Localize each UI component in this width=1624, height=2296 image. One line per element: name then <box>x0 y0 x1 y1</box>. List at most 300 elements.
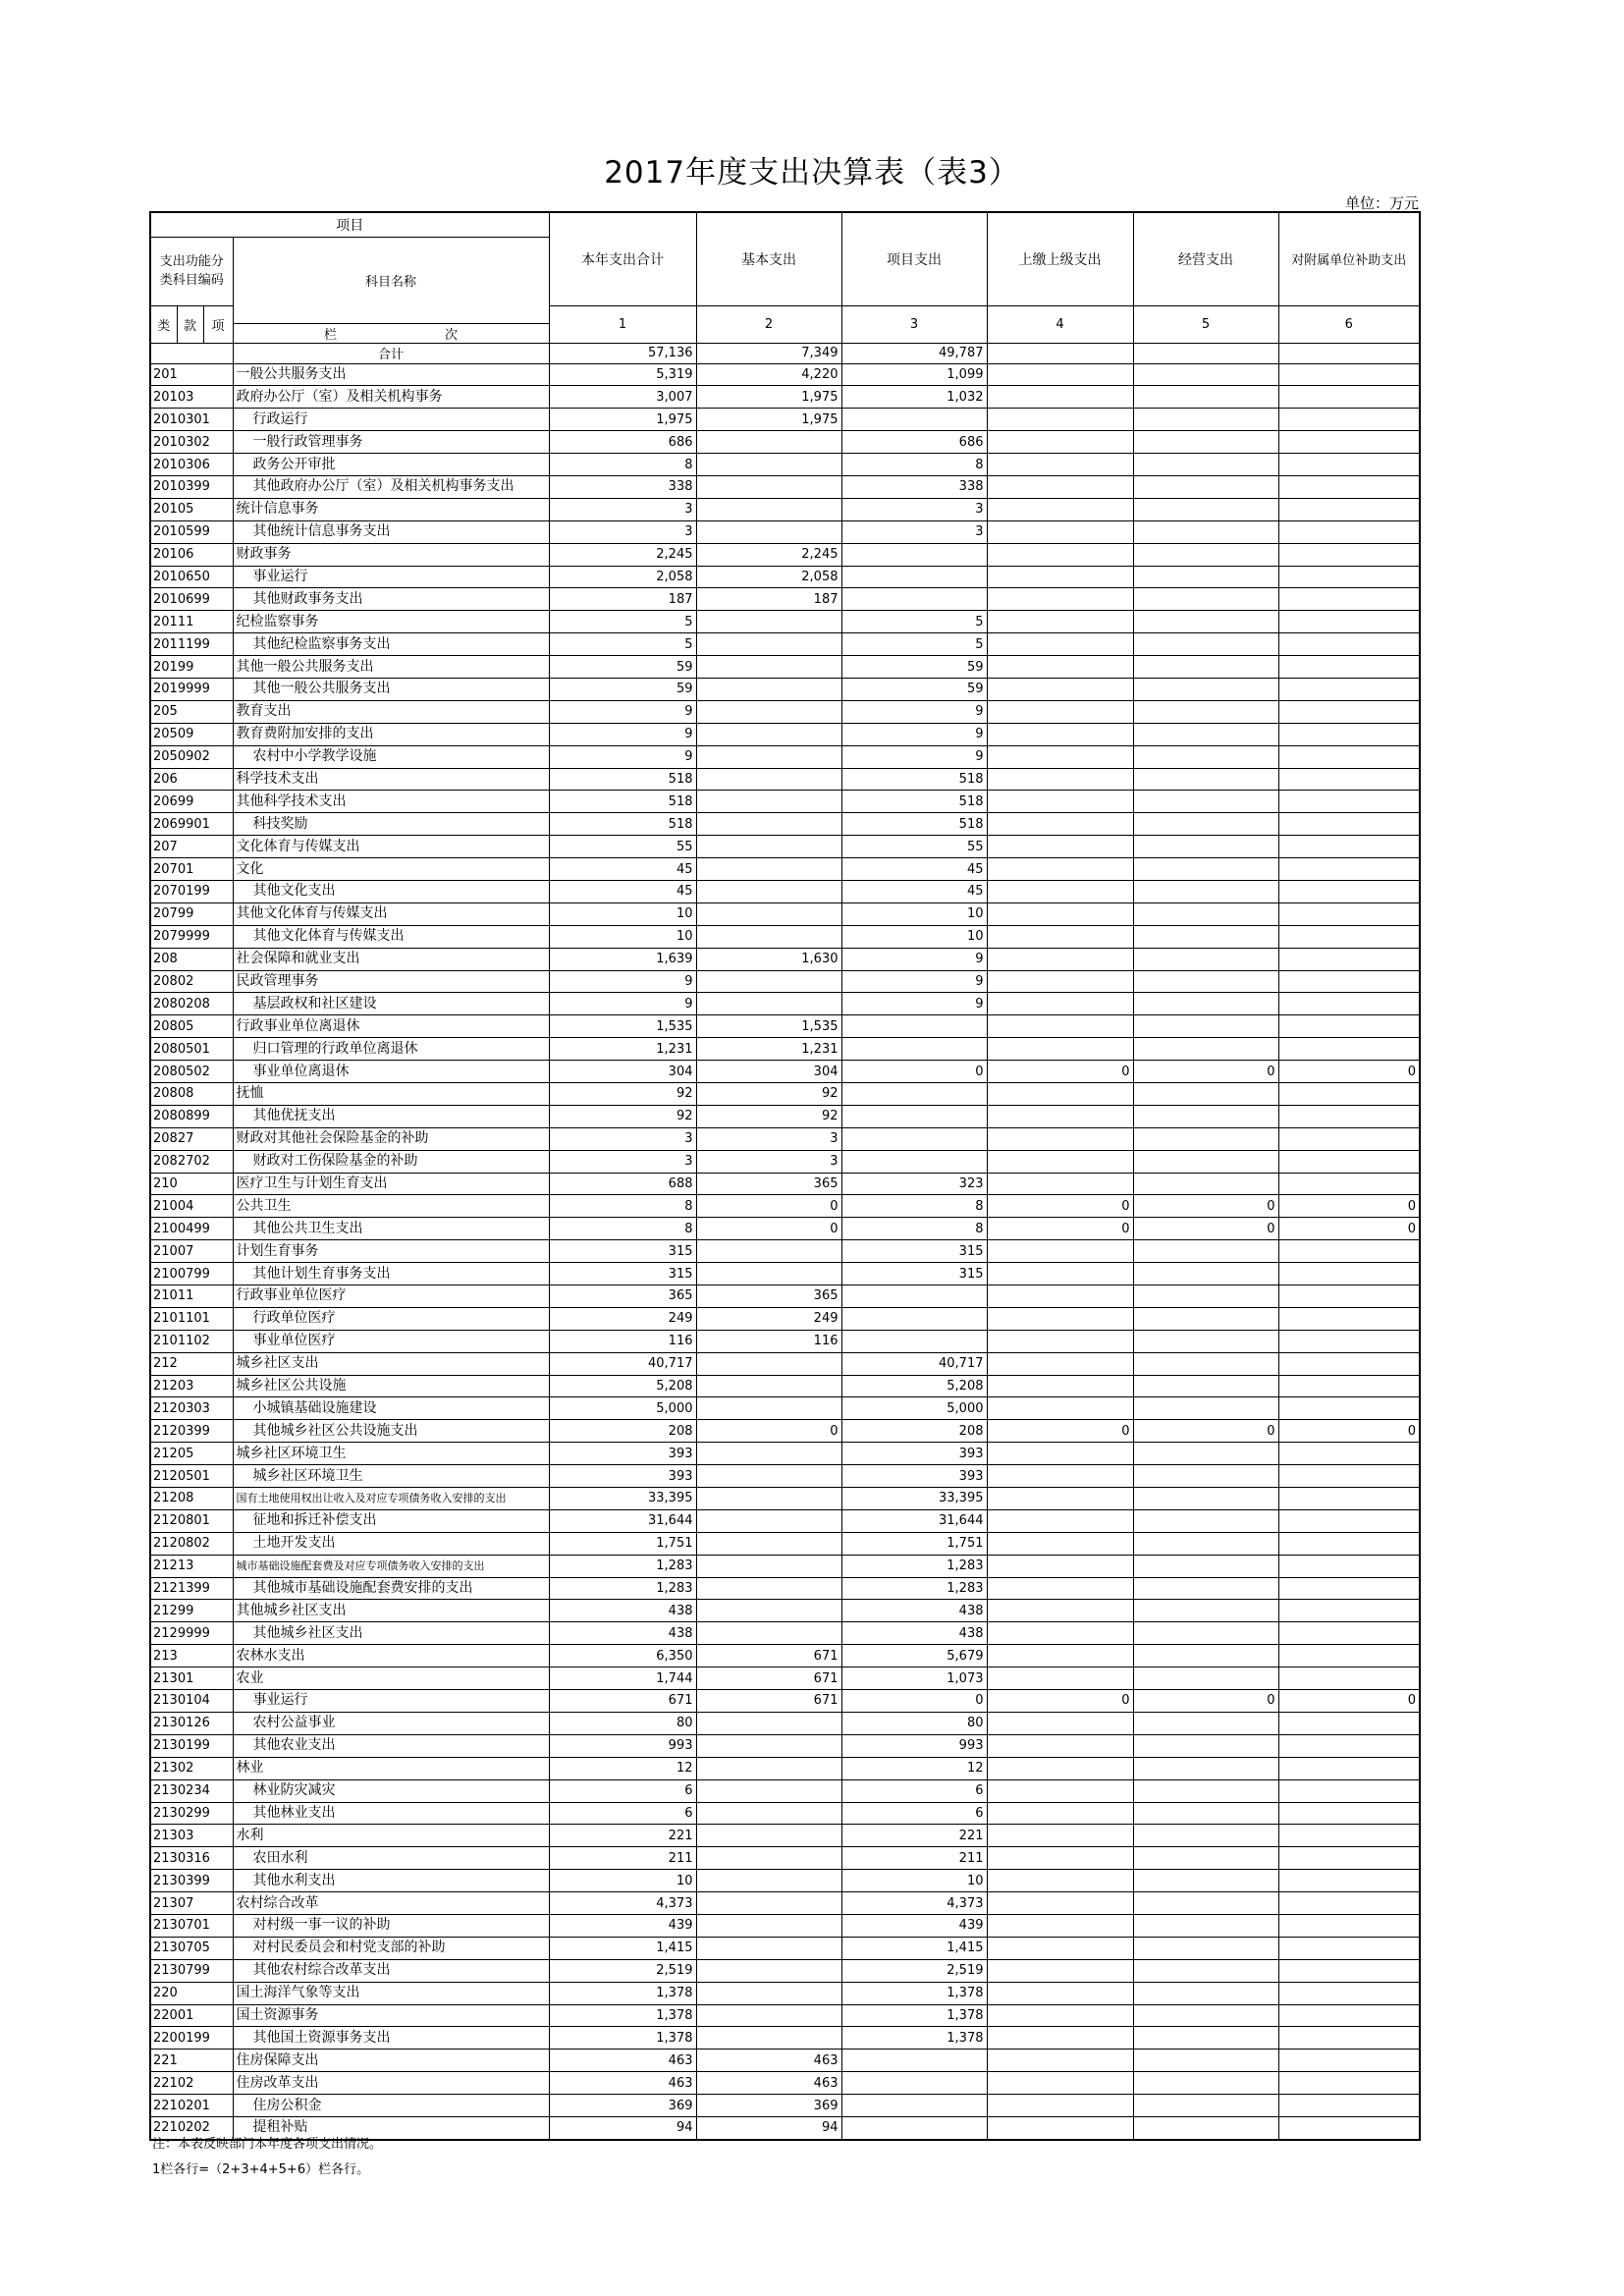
row-value-5 <box>1133 1397 1278 1420</box>
table-row <box>150 1105 1420 1127</box>
row-name: 文化体育与传媒支出 <box>233 836 549 858</box>
row-value-4 <box>987 1532 1133 1555</box>
row-value-5 <box>1133 520 1278 543</box>
row-value-5 <box>1133 902 1278 925</box>
row-value-5 <box>1133 1240 1278 1263</box>
row-value-6 <box>1278 791 1420 813</box>
row-value-4 <box>987 745 1133 768</box>
row-value-3: 1,378 <box>841 2027 987 2050</box>
row-value-4: 0 <box>987 1218 1133 1240</box>
row-value-1: 438 <box>549 1600 696 1622</box>
row-code: 2100799 <box>150 1263 233 1285</box>
table-row <box>150 1330 1420 1352</box>
row-code: 2069901 <box>150 813 233 836</box>
row-value-2: 365 <box>696 1173 841 1195</box>
row-value-2: 92 <box>696 1105 841 1127</box>
row-code: 2130199 <box>150 1734 233 1757</box>
row-value-3: 9 <box>841 970 987 993</box>
row-value-2 <box>696 1600 841 1622</box>
row-value-5 <box>1133 1105 1278 1127</box>
row-value-6 <box>1278 1488 1420 1510</box>
table-row <box>150 1397 1420 1420</box>
row-value-5 <box>1133 678 1278 700</box>
table-row <box>150 1240 1420 1263</box>
row-value-2 <box>696 656 841 679</box>
row-value-2: 94 <box>696 2116 841 2139</box>
row-name: 其他公共卫生支出 <box>233 1218 549 1240</box>
row-value-3: 1,415 <box>841 1937 987 1959</box>
footnote-2: 1栏各行=（2+3+4+5+6）栏各行。 <box>152 2162 370 2177</box>
row-value-6 <box>1278 1532 1420 1555</box>
row-value-2 <box>696 902 841 925</box>
row-value-2 <box>696 1443 841 1465</box>
row-value-6 <box>1278 1734 1420 1757</box>
header-kuan: 款 <box>177 305 203 343</box>
row-value-3 <box>841 2116 987 2139</box>
table-row <box>150 1690 1420 1713</box>
row-value-6 <box>1278 1173 1420 1195</box>
table-row <box>150 520 1420 543</box>
row-name: 农村公益事业 <box>233 1712 549 1734</box>
row-value-4 <box>987 2095 1133 2117</box>
row-code: 20106 <box>150 543 233 566</box>
row-value-1: 1,231 <box>549 1038 696 1061</box>
row-value-5 <box>1133 723 1278 745</box>
row-value-1: 518 <box>549 813 696 836</box>
row-value-6 <box>1278 2050 1420 2072</box>
row-code: 2050902 <box>150 745 233 768</box>
row-value-2: 92 <box>696 1083 841 1106</box>
row-value-1: 463 <box>549 2050 696 2072</box>
row-code: 208 <box>150 948 233 970</box>
row-value-2: 365 <box>696 1285 841 1308</box>
page-title: 2017年度支出决算表（表3） <box>604 155 1020 191</box>
row-name: 住房保障支出 <box>233 2050 549 2072</box>
row-value-2: 0 <box>696 1195 841 1218</box>
row-value-5 <box>1133 1038 1278 1061</box>
row-value-4 <box>987 1038 1133 1061</box>
row-value-1: 3 <box>549 520 696 543</box>
row-code: 2010699 <box>150 588 233 611</box>
row-value-3 <box>841 1127 987 1150</box>
row-value-1: 1,378 <box>549 1982 696 2004</box>
row-value-4 <box>987 1105 1133 1127</box>
table-row <box>150 1150 1420 1173</box>
table-row <box>150 1061 1420 1083</box>
table-row <box>150 1465 1420 1488</box>
row-value-1: 6 <box>549 1779 696 1802</box>
row-code: 21004 <box>150 1195 233 1218</box>
row-value-2: 1,975 <box>696 386 841 409</box>
row-value-1: 5 <box>549 611 696 633</box>
row-value-3: 686 <box>841 431 987 454</box>
row-value-3 <box>841 1330 987 1352</box>
row-value-4 <box>987 1015 1133 1038</box>
total-label: 合计 <box>233 343 549 363</box>
row-value-6 <box>1278 1509 1420 1532</box>
row-value-4 <box>987 1847 1133 1870</box>
row-value-2 <box>696 768 841 791</box>
row-value-1: 10 <box>549 1870 696 1892</box>
row-value-5 <box>1133 1375 1278 1397</box>
row-value-5 <box>1133 1285 1278 1308</box>
row-value-5: 0 <box>1133 1218 1278 1240</box>
row-name: 其他城乡社区支出 <box>233 1622 549 1645</box>
row-value-4 <box>987 1622 1133 1645</box>
row-value-6 <box>1278 1150 1420 1173</box>
row-name: 一般公共服务支出 <box>233 363 549 386</box>
row-value-4 <box>987 454 1133 476</box>
row-value-1: 5,208 <box>549 1375 696 1397</box>
row-code: 21007 <box>150 1240 233 1263</box>
row-name: 基层政权和社区建设 <box>233 993 549 1015</box>
row-value-2 <box>696 925 841 948</box>
table-row <box>150 678 1420 700</box>
row-value-5 <box>1133 1330 1278 1352</box>
row-code: 2129999 <box>150 1622 233 1645</box>
total-code-cell <box>150 343 233 363</box>
row-value-5 <box>1133 1488 1278 1510</box>
table-row <box>150 1734 1420 1757</box>
row-code: 2130126 <box>150 1712 233 1734</box>
row-value-2: 116 <box>696 1330 841 1352</box>
row-value-6: 0 <box>1278 1195 1420 1218</box>
row-value-4 <box>987 363 1133 386</box>
row-value-4 <box>987 836 1133 858</box>
row-value-1: 518 <box>549 791 696 813</box>
row-value-4 <box>987 386 1133 409</box>
row-value-3 <box>841 1150 987 1173</box>
row-name: 其他财政事务支出 <box>233 588 549 611</box>
row-value-5 <box>1133 1083 1278 1106</box>
row-code: 2010301 <box>150 409 233 431</box>
row-value-6 <box>1278 520 1420 543</box>
col-number-5: 5 <box>1133 305 1278 343</box>
row-value-4 <box>987 1285 1133 1308</box>
row-code: 2100499 <box>150 1218 233 1240</box>
row-code: 2010599 <box>150 520 233 543</box>
header-xiang: 项 <box>203 305 233 343</box>
row-code: 2080501 <box>150 1038 233 1061</box>
row-value-5 <box>1133 363 1278 386</box>
table-row <box>150 498 1420 520</box>
row-code: 2010399 <box>150 475 233 498</box>
row-value-3: 518 <box>841 791 987 813</box>
row-value-4 <box>987 1443 1133 1465</box>
row-value-1: 3 <box>549 1127 696 1150</box>
row-code: 2080899 <box>150 1105 233 1127</box>
table-row <box>150 880 1420 902</box>
table-row <box>150 1509 1420 1532</box>
row-value-6 <box>1278 1937 1420 1959</box>
col-header-2: 基本支出 <box>696 212 841 305</box>
row-value-4 <box>987 1397 1133 1420</box>
row-value-6 <box>1278 1712 1420 1734</box>
row-name: 事业单位离退休 <box>233 1061 549 1083</box>
row-value-5 <box>1133 611 1278 633</box>
row-code: 21208 <box>150 1488 233 1510</box>
row-value-5 <box>1133 970 1278 993</box>
row-name: 科学技术支出 <box>233 768 549 791</box>
row-name: 行政运行 <box>233 409 549 431</box>
row-value-3: 1,283 <box>841 1555 987 1577</box>
row-value-6 <box>1278 1127 1420 1150</box>
row-value-6 <box>1278 2027 1420 2050</box>
row-value-3: 323 <box>841 1173 987 1195</box>
row-value-1: 1,283 <box>549 1577 696 1600</box>
row-name: 农田水利 <box>233 1847 549 1870</box>
col-header-4: 上缴上级支出 <box>987 212 1133 305</box>
row-name: 其他统计信息事务支出 <box>233 520 549 543</box>
row-name: 国土海洋气象等支出 <box>233 1982 549 2004</box>
row-value-4 <box>987 1352 1133 1375</box>
row-value-6 <box>1278 1645 1420 1667</box>
row-value-4 <box>987 1150 1133 1173</box>
header-subject-name: 科目名称 <box>233 237 549 323</box>
table-row <box>150 1825 1420 1847</box>
row-value-1: 315 <box>549 1263 696 1285</box>
row-value-1: 8 <box>549 454 696 476</box>
row-value-6: 0 <box>1278 1420 1420 1443</box>
row-value-5 <box>1133 386 1278 409</box>
row-name: 行政单位医疗 <box>233 1307 549 1330</box>
row-value-4 <box>987 1509 1133 1532</box>
row-value-3: 40,717 <box>841 1352 987 1375</box>
row-value-4 <box>987 1488 1133 1510</box>
row-name: 城乡社区环境卫生 <box>233 1443 549 1465</box>
row-value-1: 9 <box>549 970 696 993</box>
table-row <box>150 1982 1420 2004</box>
table-row <box>150 1127 1420 1150</box>
row-value-3: 10 <box>841 902 987 925</box>
row-value-3: 393 <box>841 1465 987 1488</box>
row-name: 土地开发支出 <box>233 1532 549 1555</box>
row-code: 20199 <box>150 656 233 679</box>
row-code: 21307 <box>150 1892 233 1915</box>
row-value-6 <box>1278 498 1420 520</box>
row-value-1: 3 <box>549 1150 696 1173</box>
row-value-1: 1,744 <box>549 1667 696 1690</box>
row-value-4 <box>987 1555 1133 1577</box>
row-value-5 <box>1133 948 1278 970</box>
row-value-2: 463 <box>696 2050 841 2072</box>
row-value-1: 365 <box>549 1285 696 1308</box>
row-value-1: 45 <box>549 858 696 881</box>
row-value-2 <box>696 1532 841 1555</box>
row-value-1: 338 <box>549 475 696 498</box>
row-name: 其他政府办公厅（室）及相关机构事务支出 <box>233 475 549 498</box>
row-code: 212 <box>150 1352 233 1375</box>
row-value-1: 1,751 <box>549 1532 696 1555</box>
row-value-4 <box>987 902 1133 925</box>
row-value-3: 0 <box>841 1061 987 1083</box>
row-value-6 <box>1278 678 1420 700</box>
row-value-6 <box>1278 993 1420 1015</box>
row-value-2 <box>696 1757 841 1779</box>
col-number-3: 3 <box>841 305 987 343</box>
row-value-2 <box>696 700 841 723</box>
row-code: 207 <box>150 836 233 858</box>
row-value-3: 518 <box>841 813 987 836</box>
row-value-1: 3,007 <box>549 386 696 409</box>
row-value-1: 1,639 <box>549 948 696 970</box>
header-func-code: 支出功能分类科目编码 <box>150 237 233 305</box>
row-value-4 <box>987 1914 1133 1937</box>
row-value-4 <box>987 723 1133 745</box>
row-value-5 <box>1133 880 1278 902</box>
row-value-4 <box>987 611 1133 633</box>
row-value-2 <box>696 1622 841 1645</box>
row-value-6: 0 <box>1278 1061 1420 1083</box>
row-name: 其他城乡社区公共设施支出 <box>233 1420 549 1443</box>
row-value-2 <box>696 611 841 633</box>
row-value-6 <box>1278 363 1420 386</box>
row-value-6 <box>1278 1757 1420 1779</box>
row-value-6 <box>1278 836 1420 858</box>
row-value-3 <box>841 1285 987 1308</box>
row-value-4 <box>987 925 1133 948</box>
row-value-1: 393 <box>549 1443 696 1465</box>
row-value-2: 671 <box>696 1645 841 1667</box>
row-value-4 <box>987 1802 1133 1825</box>
row-value-6 <box>1278 1802 1420 1825</box>
row-value-6: 0 <box>1278 1690 1420 1713</box>
table-row <box>150 768 1420 791</box>
row-value-4 <box>987 1937 1133 1959</box>
row-value-1: 1,378 <box>549 2004 696 2027</box>
row-code: 20799 <box>150 902 233 925</box>
row-value-3: 208 <box>841 1420 987 1443</box>
row-code: 2070199 <box>150 880 233 902</box>
row-value-5 <box>1133 1734 1278 1757</box>
row-name: 社会保障和就业支出 <box>233 948 549 970</box>
unit-label: 单位：万元 <box>1344 194 1419 212</box>
table-row <box>150 1779 1420 1802</box>
row-value-5 <box>1133 1015 1278 1038</box>
row-value-1: 304 <box>549 1061 696 1083</box>
table-row <box>150 1712 1420 1734</box>
row-code: 20103 <box>150 386 233 409</box>
col-number-6: 6 <box>1278 305 1420 343</box>
row-value-5 <box>1133 2116 1278 2139</box>
row-value-1: 2,519 <box>549 1959 696 1982</box>
row-value-3: 211 <box>841 1847 987 1870</box>
row-code: 210 <box>150 1173 233 1195</box>
row-code: 20701 <box>150 858 233 881</box>
row-value-4 <box>987 993 1133 1015</box>
row-value-4 <box>987 1307 1133 1330</box>
row-value-4 <box>987 1645 1133 1667</box>
row-value-4 <box>987 431 1133 454</box>
row-value-2: 671 <box>696 1667 841 1690</box>
row-code: 22001 <box>150 2004 233 2027</box>
table-body <box>150 363 1420 2140</box>
footnote-1: 注：本表反映部门本年度各项支出情况。 <box>152 2137 383 2152</box>
row-value-3 <box>841 2072 987 2095</box>
row-name: 其他城乡社区支出 <box>233 1600 549 1622</box>
row-value-3: 1,099 <box>841 363 987 386</box>
row-value-2 <box>696 791 841 813</box>
row-value-1: 40,717 <box>549 1352 696 1375</box>
row-value-5 <box>1133 700 1278 723</box>
row-code: 2210201 <box>150 2095 233 2117</box>
row-value-6 <box>1278 566 1420 588</box>
row-value-3: 1,283 <box>841 1577 987 1600</box>
row-value-1: 45 <box>549 880 696 902</box>
row-value-4 <box>987 566 1133 588</box>
col-number-2: 2 <box>696 305 841 343</box>
row-value-1: 5,319 <box>549 363 696 386</box>
row-value-6 <box>1278 1914 1420 1937</box>
row-value-4 <box>987 1779 1133 1802</box>
row-value-6 <box>1278 431 1420 454</box>
table-row <box>150 2072 1420 2095</box>
row-value-3: 5,000 <box>841 1397 987 1420</box>
row-code: 21205 <box>150 1443 233 1465</box>
row-value-6 <box>1278 723 1420 745</box>
row-value-2 <box>696 1577 841 1600</box>
row-code: 201 <box>150 363 233 386</box>
row-value-2: 2,245 <box>696 543 841 566</box>
row-value-3: 8 <box>841 1218 987 1240</box>
row-value-6 <box>1278 1555 1420 1577</box>
row-value-1: 1,283 <box>549 1555 696 1577</box>
table-row <box>150 700 1420 723</box>
row-value-1: 80 <box>549 1712 696 1734</box>
row-value-5 <box>1133 475 1278 498</box>
row-value-6 <box>1278 1622 1420 1645</box>
row-value-2 <box>696 1465 841 1488</box>
row-value-1: 211 <box>549 1847 696 1870</box>
row-value-6 <box>1278 1443 1420 1465</box>
row-value-6 <box>1278 1600 1420 1622</box>
row-value-3: 315 <box>841 1263 987 1285</box>
table-row <box>150 2050 1420 2072</box>
table-row <box>150 1914 1420 1937</box>
table-row <box>150 1307 1420 1330</box>
table-row <box>150 588 1420 611</box>
row-value-1: 688 <box>549 1173 696 1195</box>
row-value-6 <box>1278 1263 1420 1285</box>
row-value-6 <box>1278 880 1420 902</box>
row-value-6 <box>1278 948 1420 970</box>
table-row <box>150 1488 1420 1510</box>
row-value-3: 10 <box>841 1870 987 1892</box>
row-value-6 <box>1278 1465 1420 1488</box>
row-value-5 <box>1133 1914 1278 1937</box>
row-name: 其他文化支出 <box>233 880 549 902</box>
row-value-6 <box>1278 768 1420 791</box>
row-name: 归口管理的行政单位离退休 <box>233 1038 549 1061</box>
row-name: 其他林业支出 <box>233 1802 549 1825</box>
table-row <box>150 1622 1420 1645</box>
row-value-2 <box>696 813 841 836</box>
row-value-4 <box>987 1465 1133 1488</box>
row-value-1: 1,378 <box>549 2027 696 2050</box>
row-name: 林业 <box>233 1757 549 1779</box>
row-value-4 <box>987 1083 1133 1106</box>
row-value-1: 10 <box>549 925 696 948</box>
row-value-6 <box>1278 1352 1420 1375</box>
row-value-6 <box>1278 1375 1420 1397</box>
row-value-2 <box>696 1240 841 1263</box>
table-row <box>150 431 1420 454</box>
row-code: 2130104 <box>150 1690 233 1713</box>
row-value-5 <box>1133 1982 1278 2004</box>
table-row <box>150 409 1420 431</box>
row-value-1: 5 <box>549 633 696 656</box>
row-value-5 <box>1133 1509 1278 1532</box>
